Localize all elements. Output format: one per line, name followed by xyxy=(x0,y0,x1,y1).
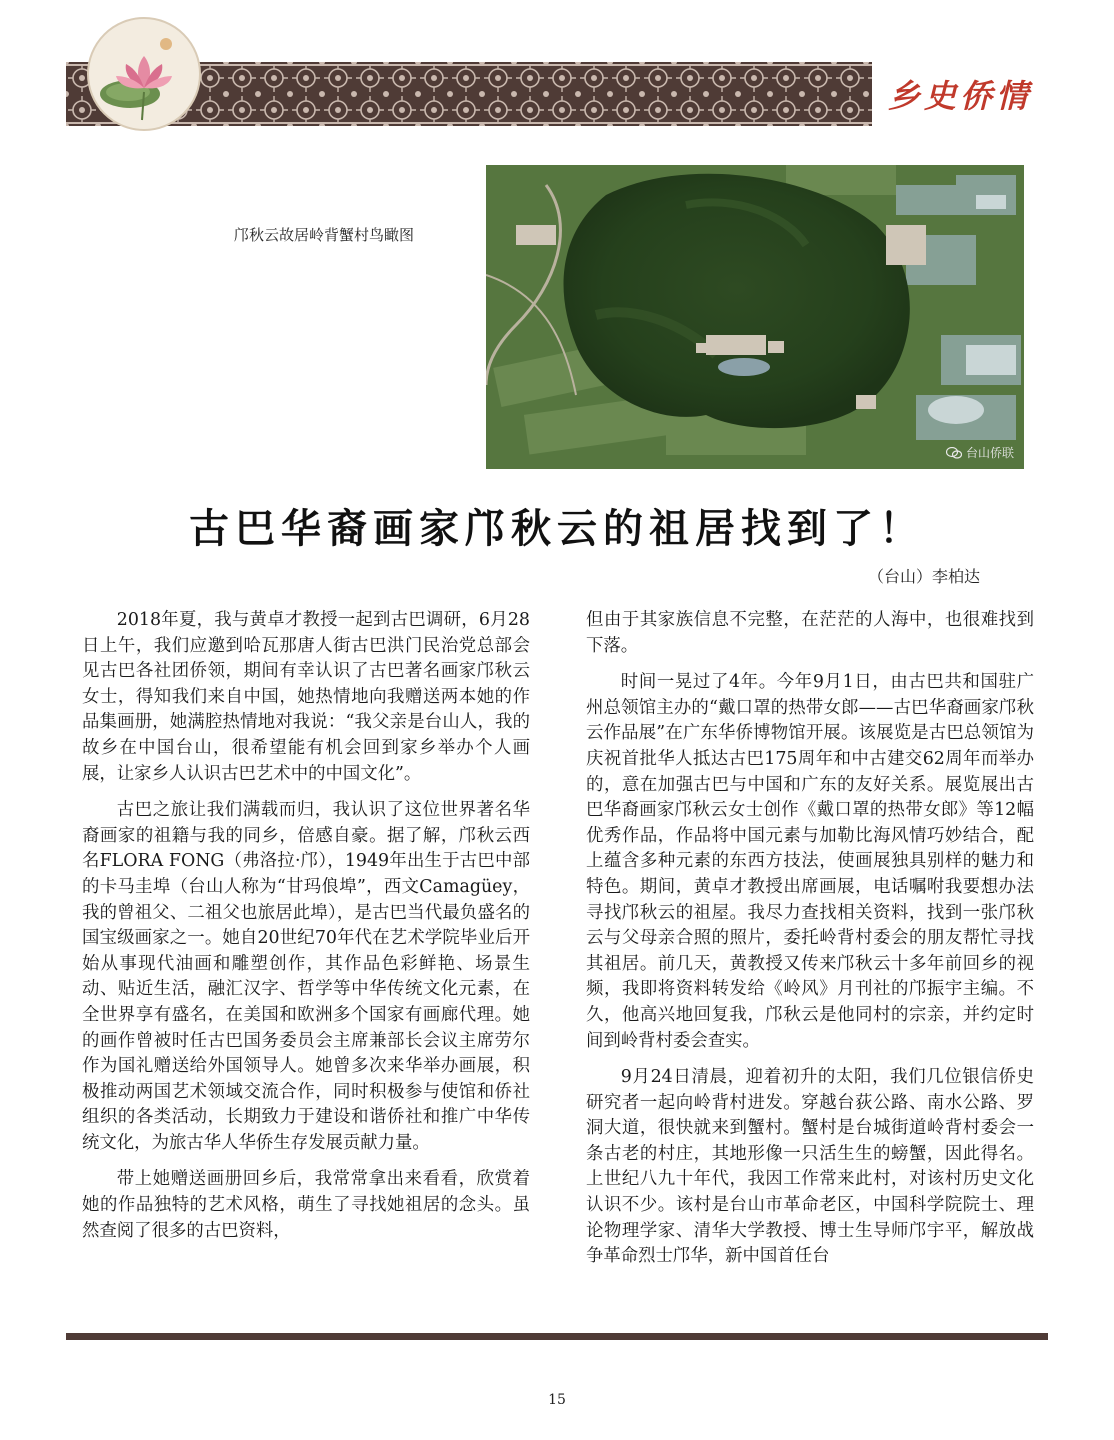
aerial-photo-image xyxy=(486,165,1024,469)
photo-watermark xyxy=(946,444,1014,461)
paragraph: 时间一晃过了4年。今年9月1日，由古巴共和国驻广州总领馆主办的“戴口罩的热带女郎——古巴华裔画家邝秋云作品展”在广东华侨博物馆开展。该展览是古巴总领馆为庆祝首批华人抵达古巴175周年和中古建交62周年而举办的，意在加强古巴与中国和广东的友好关系。展览展出古巴华裔画家邝秋云女士创作《戴口罩的热带女郎》等12幅优秀作品，作品将中国元素与加勒比海风情巧妙结合，配上蕴含多种元素的东西方技法，使画展独具别样的魅力和特色。期间，黄卓才教授出席画展，电话嘱咐我要想办法寻找邝秋云的祖屋。我尽力查找相关资料，找到一张邝秋云与父母亲合照的照片，委托岭背村委会的朋友帮忙寻找其祖居。前几天，黄教授又传来邝秋云十多年前回乡的视频，我即将资料转发给《岭风》月刊社的邝振宇主编。不久，他高兴地回复我，邝秋云是他同村的宗亲，并约定时间到岭背村委会查实。 xyxy=(586,672,1034,1051)
wechat-icon xyxy=(946,447,962,459)
article-byline: （台山）李柏达 xyxy=(868,567,981,586)
left-column xyxy=(82,608,530,1255)
footer-rule xyxy=(66,1333,1048,1340)
paragraph: 古巴之旅让我们满载而归，我认识了这位世界著名华裔画家的祖籍与我的同乡，倍感自豪。据了解，邝秋云西名FLORA FONG（弗洛拉·邝），1949年出生于古巴中部的卡马圭埠（台山人称为“甘玛俍埠”，西文Camagüey，我的曾祖父、二祖父也旅居此埠），是古巴当代最负盛名的国宝级画家之一。她自20世纪70年代在艺术学院毕业后开始从事现代油画和雕塑创作，其作品色彩鲜艳、场景生动、贴近生活，融汇汉字、哲学等中华传统文化元素，在全世界享有盛名，在美国和欧洲多个国家有画廊代理。她的画作曾被时任古巴国务委员会主席兼部长会议主席劳尔作为国礼赠送给外国领导人。她曾多次来华举办画展，积极推动两国艺术领域交流合作，同时积极参与使馆和侨社组织的各类活动，长期致力于建设和谐侨社和推广中华传统文化，为旅古华人华侨生存发展贡献力量。 xyxy=(82,800,530,1153)
page-number: 15 xyxy=(548,1392,566,1408)
section-label-text: 乡史侨情 xyxy=(887,77,1032,115)
paragraph: 2018年夏，我与黄卓才教授一起到古巴调研，6月28日上午，我们应邀到哈瓦那唐人街古巴洪门民治党总部会见古巴各社团侨领，期间有幸认识了古巴著名画家邝秋云女士，得知我们来自中国，她热情地向我赠送两本她的作品集画册，她满腔热情地对我说：“我父亲是台山人，我的故乡在中国台山，很希望能有机会回到家乡举办个人画展，让家乡人认识古巴艺术中的中国文化”。 xyxy=(82,610,530,784)
photo-caption: 邝秋云故居岭背蟹村鸟瞰图 xyxy=(234,226,415,244)
watermark-text: 台山侨联 xyxy=(965,446,1014,460)
paragraph: 带上她赠送画册回乡后，我常常拿出来看看，欣赏着她的作品独特的艺术风格，萌生了寻找她祖居的念头。虽然查阅了很多的古巴资料， xyxy=(82,1169,530,1241)
section-label xyxy=(872,62,1048,126)
header-band xyxy=(66,62,1048,126)
lotus-icon xyxy=(84,14,204,134)
paragraph: 9月24日清晨，迎着初升的太阳，我们几位银信侨史研究者一起向岭背村进发。穿越台荻公路、南水公路、罗洞大道，很快就来到蟹村。蟹村是台城街道岭背村委会一条古老的村庄，其地形像一只活生生的螃蟹，因此得名。上世纪八九十年代，我因工作常来此村，对该村历史文化认识不少。该村是台山市革命老区，中国科学院院士、理论物理学家、清华大学教授、博士生导师邝宇平，解放战争革命烈士邝华，新中国首任台 xyxy=(586,1067,1034,1267)
aerial-photo xyxy=(486,165,1024,469)
paragraph-continuation: 但由于其家族信息不完整，在茫茫的人海中，也很难找到下落。 xyxy=(586,610,1034,656)
article-title: 古巴华裔画家邝秋云的祖居找到了！ xyxy=(189,505,925,552)
right-column xyxy=(586,608,1034,1281)
